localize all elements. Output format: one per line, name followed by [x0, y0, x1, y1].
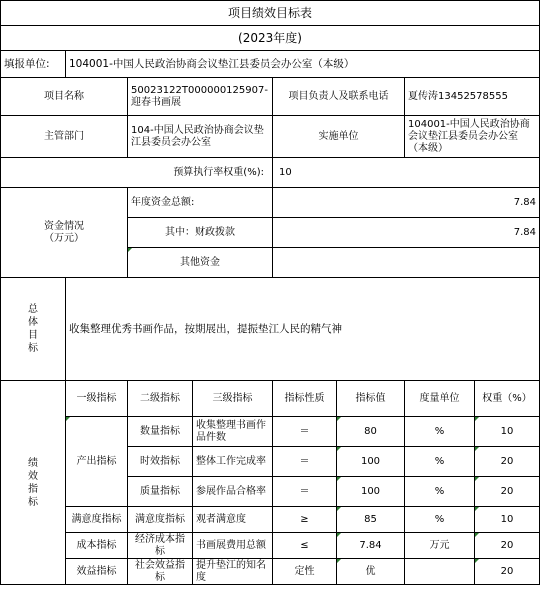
- row-unit: 万元: [405, 533, 475, 559]
- header-l1: 一级指标: [66, 381, 128, 417]
- row-l2: 质量指标: [128, 477, 193, 507]
- row-l3: 收集整理书画作品件数: [193, 417, 273, 447]
- project-name-label: 项目名称: [1, 78, 128, 116]
- leader-label: 项目负责人及联系电话: [273, 78, 405, 116]
- fiscal-label: 其中：财政拨款: [128, 218, 273, 248]
- header-l2: 二级指标: [128, 381, 193, 417]
- row-weight: 20: [475, 533, 540, 559]
- table-row: [1, 507, 540, 533]
- other-value: [273, 248, 540, 278]
- row-l3: 观者满意度: [193, 507, 273, 533]
- row-l3: 书画展费用总额: [193, 533, 273, 559]
- impl-value: 104001-中国人民政治协商会议垫江县委员会办公室（本级）: [405, 116, 540, 158]
- perf-label: [1, 381, 66, 585]
- budget-weight-value: 10: [273, 158, 540, 188]
- row-nature: ＝: [273, 477, 337, 507]
- row-nature: ≤: [273, 533, 337, 559]
- unit-label: 填报单位:: [1, 51, 66, 78]
- dept-label: 主管部门: [1, 116, 128, 158]
- overall-value: 收集整理优秀书画作品，按期展出，提振垫江人民的精气神: [66, 278, 540, 381]
- row-weight: 20: [475, 559, 540, 585]
- row-unit: %: [405, 507, 475, 533]
- overall-label: [1, 278, 66, 381]
- perf-label-text: 绩效指标: [28, 457, 38, 508]
- leader-value: 夏传涛13452578555: [405, 78, 540, 116]
- row-l1: 成本指标: [66, 533, 128, 559]
- table-row: [1, 417, 540, 447]
- output-label: 产出指标: [66, 417, 128, 507]
- annual-total-value: 7.84: [273, 188, 540, 218]
- overall-label-text: 总体目标: [28, 304, 38, 354]
- header-nature: 指标性质: [273, 381, 337, 417]
- annual-total-label: 年度资金总额:: [128, 188, 273, 218]
- row-unit: %: [405, 417, 475, 447]
- dept-value: 104-中国人民政治协商会议垫江县委员会办公室: [128, 116, 273, 158]
- fund-label: [1, 188, 128, 278]
- header-value: 指标值: [337, 381, 405, 417]
- row-l2: 社会效益指标: [128, 559, 193, 585]
- impl-label: 实施单位: [273, 116, 405, 158]
- row-nature: ＝: [273, 447, 337, 477]
- row-l2: 数量指标: [128, 417, 193, 447]
- row-value: 优: [337, 559, 405, 585]
- row-l3: 提升垫江的知名度: [193, 559, 273, 585]
- row-value: 80: [337, 417, 405, 447]
- row-value: 100: [337, 447, 405, 477]
- row-value: 7.84: [337, 533, 405, 559]
- header-weight: 权重（%）: [475, 381, 540, 417]
- table-year: (2023年度): [1, 26, 540, 51]
- fiscal-value: 7.84: [273, 218, 540, 248]
- table-row: [1, 559, 540, 585]
- row-l3: 参展作品合格率: [193, 477, 273, 507]
- row-unit: %: [405, 477, 475, 507]
- unit-value: 104001-中国人民政治协商会议垫江县委员会办公室（本级）: [66, 51, 540, 78]
- fund-label-title: 资金情况: [44, 220, 84, 232]
- project-name-value: 50023122T000000125907-迎春书画展: [128, 78, 273, 116]
- row-weight: 10: [475, 507, 540, 533]
- row-unit: [405, 559, 475, 585]
- table-row: [1, 533, 540, 559]
- header-l3: 三级指标: [193, 381, 273, 417]
- header-unit: 度量单位: [405, 381, 475, 417]
- row-weight: 20: [475, 447, 540, 477]
- row-l2: 满意度指标: [128, 507, 193, 533]
- budget-weight-label: 预算执行率权重(%):: [1, 158, 273, 188]
- row-l2: 经济成本指标: [128, 533, 193, 559]
- row-nature: 定性: [273, 559, 337, 585]
- table-title: 项目绩效目标表: [1, 1, 540, 26]
- row-value: 85: [337, 507, 405, 533]
- row-nature: ≥: [273, 507, 337, 533]
- row-weight: 20: [475, 477, 540, 507]
- row-unit: %: [405, 447, 475, 477]
- row-l2: 时效指标: [128, 447, 193, 477]
- fund-label-unit: （万元）: [44, 232, 84, 244]
- row-weight: 10: [475, 417, 540, 447]
- row-value: 100: [337, 477, 405, 507]
- row-l1: 效益指标: [66, 559, 128, 585]
- row-l3: 整体工作完成率: [193, 447, 273, 477]
- other-label: 其他资金: [128, 248, 273, 278]
- row-nature: ＝: [273, 417, 337, 447]
- row-l1: 满意度指标: [66, 507, 128, 533]
